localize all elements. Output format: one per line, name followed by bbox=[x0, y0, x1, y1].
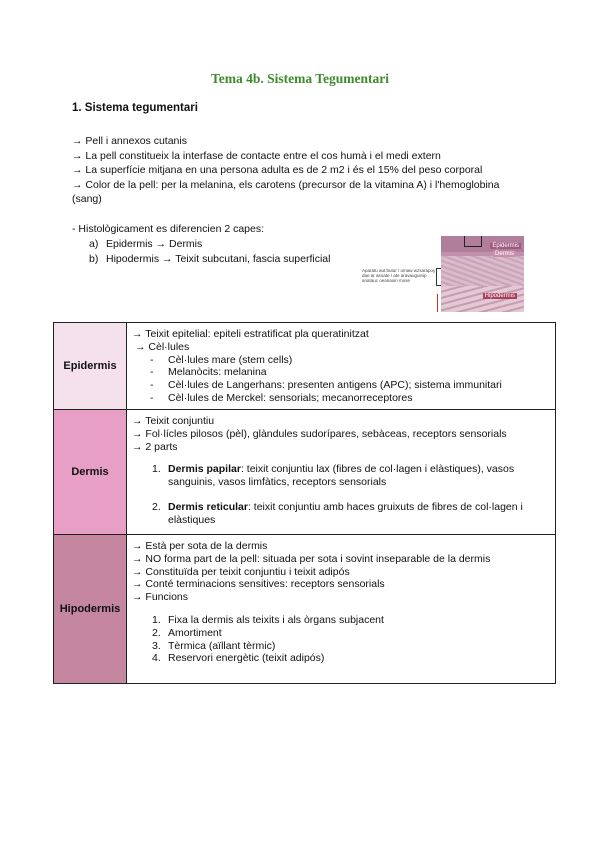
table-row-hypodermis bbox=[54, 535, 556, 684]
epidermis-header: Epidermis bbox=[54, 323, 127, 410]
list-item: - Melanòcits: melanina bbox=[150, 366, 267, 379]
hypodermis-layer bbox=[441, 286, 524, 312]
histology-item-letter: b) bbox=[89, 253, 99, 265]
content-line: → Teixit conjuntiu bbox=[132, 415, 215, 427]
figure-label-dermis: Dermis bbox=[495, 251, 514, 257]
intro-line: → Pell i annexos cutanis bbox=[72, 135, 187, 147]
figure-label-epidermis: Epidermis bbox=[492, 243, 519, 249]
list-item-number: 2. bbox=[152, 500, 161, 513]
section-heading: 1. Sistema tegumentari bbox=[72, 102, 198, 114]
list-item-text: Fixa la dermis als teixits i als òrgans subjacent bbox=[168, 613, 384, 626]
content-line: → Teixit epitelial: epiteli estratificat pla queratinitzat bbox=[132, 328, 369, 340]
hypodermis-content bbox=[127, 535, 556, 684]
list-item-number: 2. bbox=[152, 626, 161, 639]
histology-item-text: Epidermis → Dermis bbox=[106, 238, 203, 250]
histology-item-text: Hipodermis → Teixit subcutani, fascia superficial bbox=[106, 253, 331, 265]
list-item bbox=[132, 627, 549, 640]
list-item: - Cèl·lules mare (stem cells) bbox=[150, 353, 293, 366]
list-item-number: 4. bbox=[152, 652, 161, 665]
skin-histology-image bbox=[441, 236, 524, 312]
list-item bbox=[132, 501, 549, 527]
zoom-box bbox=[464, 236, 482, 247]
histology-item bbox=[72, 252, 330, 267]
content-line: → NO forma part de la pell: situada per sota i sovint inseparable de la dermis bbox=[132, 552, 491, 565]
list-item-text: Cèl·lules de Langerhans: presenten antigens (APC); sistema immunitari bbox=[168, 379, 502, 392]
histology-item-letter: a) bbox=[89, 238, 99, 250]
histology-item bbox=[72, 237, 330, 252]
list-item-text: Reservori energètic (teixit adipós) bbox=[168, 652, 325, 665]
list-item-text: Melanòcits: melanina bbox=[168, 366, 267, 379]
intro-paragraph bbox=[72, 134, 532, 207]
histology-intro: - Histològicament es diferencien 2 capes: bbox=[72, 223, 265, 235]
dermis-layer bbox=[441, 256, 524, 286]
figure-annotation: Aparatu aut butur / umaw wzsarapoy dae ar asoate / ate aravauguinip anatauc oeanaoin mose bbox=[362, 268, 436, 283]
dermis-content bbox=[127, 410, 556, 535]
list-item bbox=[132, 614, 549, 627]
content-line: → Cèl·lules bbox=[135, 340, 190, 353]
list-item-text: Cèl·lules mare (stem cells) bbox=[168, 353, 293, 366]
list-item: - Cèl·lules de Langerhans: presenten antigens (APC); sistema immunitari bbox=[150, 379, 502, 392]
list-item-term: Dermis reticular bbox=[168, 500, 248, 513]
epidermis-content bbox=[127, 323, 556, 410]
histology-list bbox=[72, 222, 330, 267]
list-item-text: Amortiment bbox=[168, 626, 222, 639]
content-line: → Funcions bbox=[132, 591, 189, 604]
list-item-number: 1. bbox=[152, 613, 161, 626]
document-title: Tema 4b. Sistema Tegumentari bbox=[210, 71, 389, 86]
list-item bbox=[132, 652, 549, 665]
list-item-text: : teixit conjuntiu lax (fibres de col·lagen i elàstiques), vasos sanguinis, vasos limfàtics, receptors sensorials bbox=[168, 463, 515, 489]
intro-line: → La pell constitueix la interfase de contacte entre el cos humà i el medi extern bbox=[72, 149, 441, 162]
list-item-number: 1. bbox=[152, 463, 161, 476]
list-item bbox=[132, 463, 549, 489]
list-item-text: : teixit conjuntiu amb haces gruixuts de fibres de col·lagen i elàstiques bbox=[168, 500, 523, 526]
content-line: → 2 parts bbox=[132, 440, 178, 453]
content-line: → Fol·lícles pilosos (pèl), glàndules sudorípares, sebàceas, receptors sensorials bbox=[132, 427, 507, 440]
list-item-term: Dermis papilar bbox=[168, 463, 241, 476]
content-line: → Conté terminacions sensitives: receptors sensorials bbox=[132, 578, 385, 591]
intro-line: → La superfície mitjana en una persona adulta es de 2 m2 i és el 15% del peso corporal bbox=[72, 164, 483, 177]
list-item-text: Tèrmica (aïllant tèrmic) bbox=[168, 639, 276, 652]
dermis-header: Dermis bbox=[54, 410, 127, 535]
figure-label-hypodermis: Hipodermis bbox=[484, 293, 515, 299]
intro-line: → Color de la pell: per la melanina, els carotens (precursor de la vitamina A) i l'hemoglobina (sang) bbox=[72, 178, 500, 206]
hypodermis-header: Hipodermis bbox=[54, 535, 127, 684]
content-line: → Està per sota de la dermis bbox=[132, 540, 268, 552]
table-row-epidermis bbox=[54, 323, 556, 410]
list-item-number: 3. bbox=[152, 639, 161, 652]
list-item: - Cèl·lules de Merckel: sensorials; mecanorreceptores bbox=[150, 391, 413, 404]
skin-layers-table bbox=[53, 322, 556, 684]
content-line: → Constituïda per teixit conjuntiu i teixit adipós bbox=[132, 565, 350, 578]
table-row-dermis bbox=[54, 410, 556, 535]
figure-marker-line bbox=[437, 294, 438, 312]
list-item bbox=[132, 640, 549, 653]
list-item-text: Cèl·lules de Merckel: sensorials; mecanorreceptores bbox=[168, 391, 413, 404]
